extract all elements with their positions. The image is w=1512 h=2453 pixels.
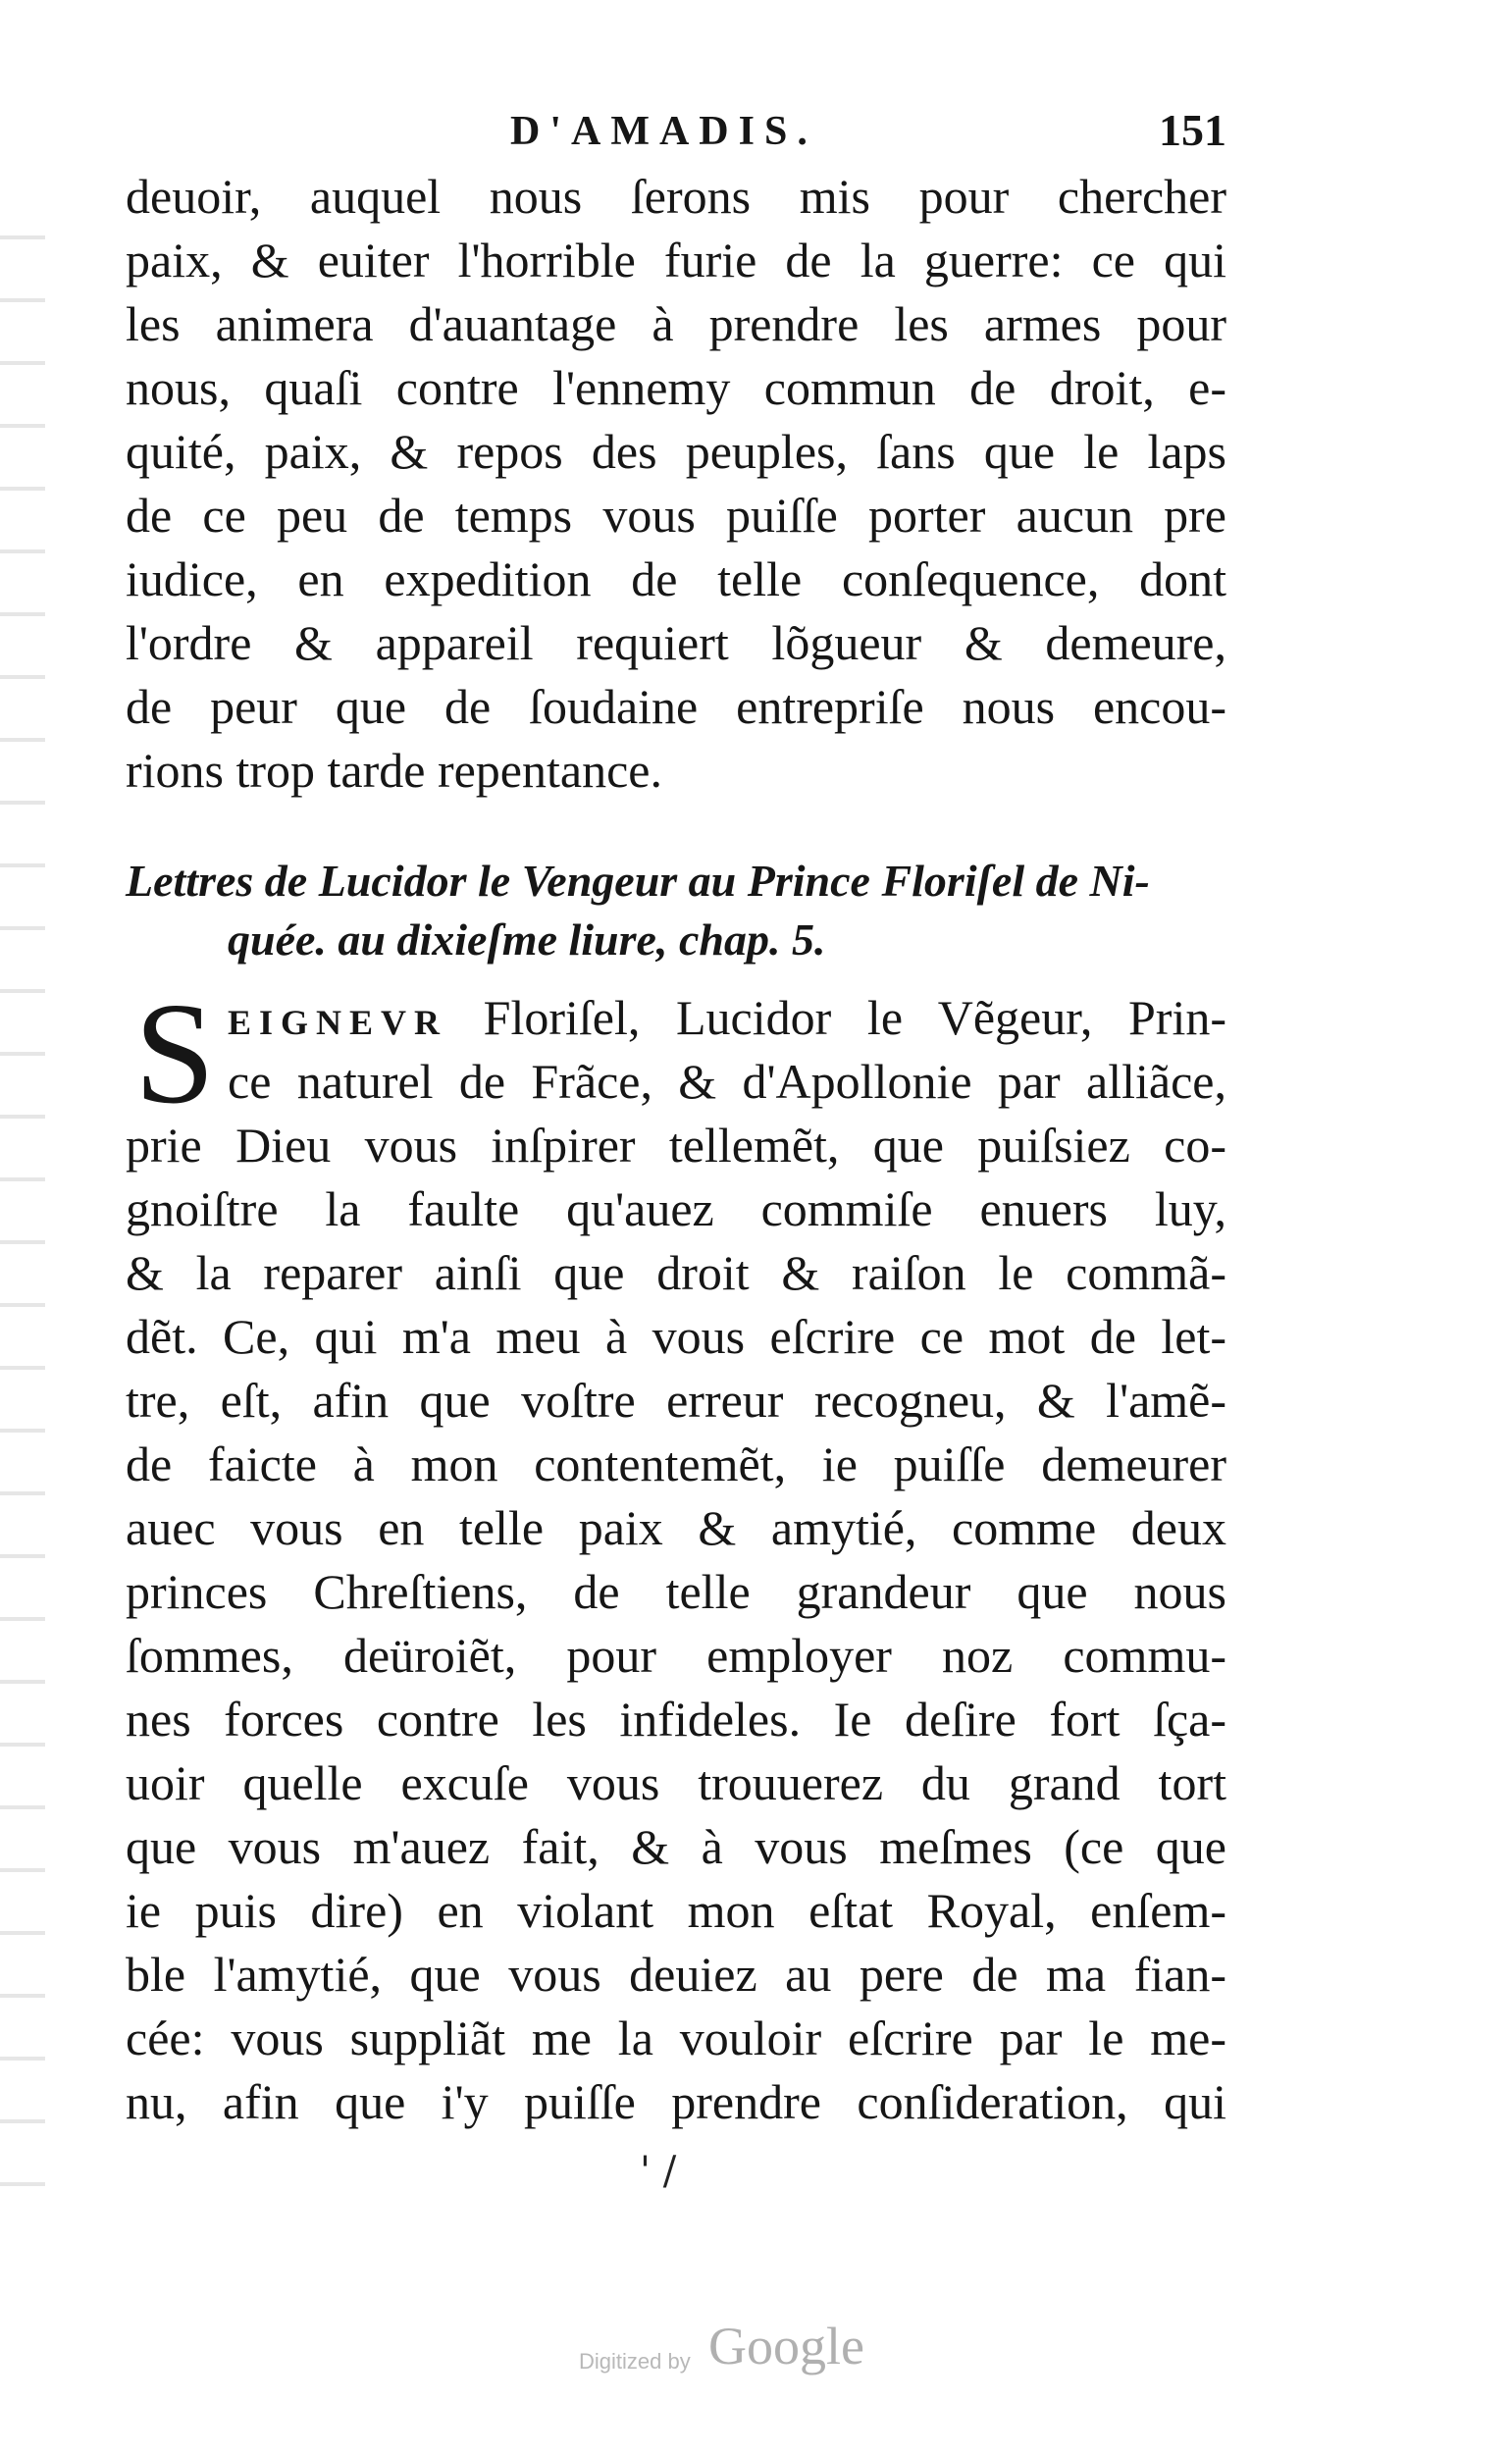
text-line: princes Chreſtiens, de telle grandeur que nous [126, 1564, 1226, 1619]
text-line: de peur que de ſoudaine entrepriſe nous encou- [126, 679, 1226, 734]
text-line: de faicte à mon contentemẽt, ie puiſſe demeurer [126, 1436, 1226, 1491]
drop-cap: S [133, 973, 216, 1134]
text-line: deuoir, auquel nous ſerons mis pour chercher [126, 169, 1226, 224]
first-line-text: Floriſel, Lucidor le Vẽgeur, Prin- [483, 990, 1226, 1045]
text-line: & la reparer ainſi que droit & raiſon le commã- [126, 1245, 1226, 1300]
text-line: ſommes, deüroiẽt, pour employer noz commu- [126, 1628, 1226, 1683]
text-line: uoir quelle excuſe vous trouuerez du grand tort [126, 1755, 1226, 1810]
text-line: rions trop tarde repentance. [126, 743, 662, 798]
watermark-google-logo: Google [708, 2317, 864, 2375]
first-word-smallcaps: EIGNEVR [228, 1003, 448, 1042]
heading-line: Lettres de Lucidor le Vengeur au Prince Floriſel de Ni- [126, 856, 1150, 906]
text-line: paix, & euiter l'horrible furie de la guerre: ce qui [126, 233, 1226, 287]
text-line: ble l'amytié, que vous deuiez au pere de ma fian- [126, 1947, 1226, 2002]
text-line: nous, quaſi contre l'ennemy commun de droit, e- [126, 360, 1226, 415]
letter-heading [126, 852, 1226, 969]
footer-mark: ' / [640, 2149, 677, 2194]
digitized-watermark [579, 2316, 932, 2384]
paragraph-1 [126, 165, 1226, 803]
text-line: iudice, en expedition de telle conſequence, dont [126, 551, 1226, 606]
text-line: de ce peu de temps vous puiſſe porter aucun pre [126, 488, 1226, 543]
text-line: ie puis dire) en violant mon eſtat Royal, enſem- [126, 1883, 1226, 1938]
page-number: 151 [1159, 105, 1226, 155]
text-line: les animera d'auantage à prendre les armes pour [126, 296, 1226, 351]
text-line: nes forces contre les infideles. Ie deſire fort ſça- [126, 1692, 1226, 1747]
running-head [128, 105, 1226, 167]
text-line: gnoiſtre la faulte qu'auez commiſe enuers luy, [126, 1181, 1226, 1236]
text-line: ce naturel de Frãce, & d'Apollonie par alliãce, [228, 1054, 1226, 1109]
text-line: dẽt. Ce, qui m'a meu à vous eſcrire ce mot de let- [126, 1309, 1226, 1364]
text-line: quité, paix, & repos des peuples, ſans que le laps [126, 424, 1226, 479]
heading-line: quée. au dixieſme liure, chap. 5. [228, 914, 826, 965]
text-line: que vous m'auez fait, & à vous meſmes (ce que [126, 1819, 1226, 1874]
text-line: auec vous en telle paix & amytié, comme deux [126, 1500, 1226, 1555]
text-line: tre, eſt, afin que voſtre erreur recogneu, & l'amẽ- [126, 1373, 1226, 1428]
paragraph-2 [126, 973, 1226, 2134]
text-line: l'ordre & appareil requiert lõgueur & demeure, [126, 615, 1226, 670]
text-line: nu, afin que i'y puiſſe prendre conſideration, qui [126, 2074, 1226, 2129]
running-title: D'AMADIS. [510, 109, 817, 154]
watermark-digitized-text: Digitized by [579, 2349, 691, 2374]
text-line [126, 986, 1226, 1050]
text-line: cée: vous suppliãt me la vouloir eſcrire par le me- [126, 2010, 1226, 2065]
text-line: prie Dieu vous inſpirer tellemẽt, que puiſsiez co- [126, 1118, 1226, 1173]
gutter-bleed [0, 177, 45, 2188]
